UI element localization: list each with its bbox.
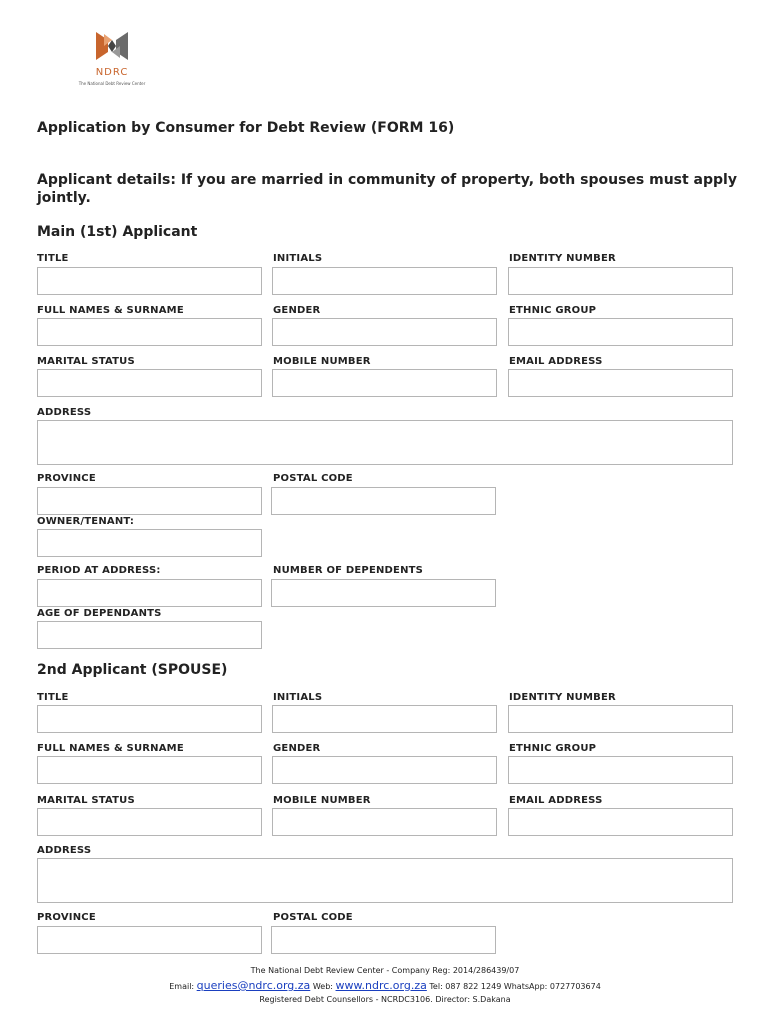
spouse-title-label: TITLE (37, 692, 69, 703)
spouse-identity-label: IDENTITY NUMBER (509, 692, 616, 703)
main-initials-field[interactable] (272, 267, 497, 295)
main-title-field[interactable] (37, 267, 262, 295)
main-gender-label: GENDER (273, 305, 321, 316)
spouse-email-field[interactable] (508, 808, 733, 836)
spouse-gender-field[interactable] (272, 756, 497, 784)
main-age-dependants-field[interactable] (37, 621, 262, 649)
main-ethnic-label: ETHNIC GROUP (509, 305, 597, 316)
main-mobile-label: MOBILE NUMBER (273, 356, 371, 367)
spouse-title-field[interactable] (37, 705, 262, 733)
spouse-marital-field[interactable] (37, 808, 262, 836)
main-province-field[interactable] (37, 487, 262, 515)
main-age-dependants-label: AGE OF DEPENDANTS (37, 608, 162, 619)
spouse-address-label: ADDRESS (37, 845, 92, 856)
main-postal-field[interactable] (271, 487, 496, 515)
footer-contact-line (0, 979, 770, 992)
ndrc-logo-icon (92, 28, 132, 64)
main-address-field[interactable] (37, 420, 733, 465)
main-gender-field[interactable] (272, 318, 497, 346)
main-province-label: PROVINCE (37, 473, 96, 484)
spouse-marital-label: MARITAL STATUS (37, 795, 135, 806)
footer-web-label: Web: (312, 982, 333, 991)
logo-text: NDRC (95, 67, 129, 78)
main-mobile-field[interactable] (272, 369, 497, 397)
spouse-province-field[interactable] (37, 926, 262, 954)
main-identity-label: IDENTITY NUMBER (509, 253, 616, 264)
spouse-initials-field[interactable] (272, 705, 497, 733)
footer-email-label: Email: (169, 982, 195, 991)
main-period-label: PERIOD AT ADDRESS: (37, 565, 161, 576)
main-owner-label: OWNER/TENANT: (37, 516, 135, 527)
main-email-label: EMAIL ADDRESS (509, 356, 603, 367)
spouse-province-label: PROVINCE (37, 912, 96, 923)
spouse-postal-field[interactable] (271, 926, 496, 954)
spouse-postal-label: POSTAL CODE (273, 912, 353, 923)
main-period-field[interactable] (37, 579, 262, 607)
footer-phone: Tel: 087 822 1249 WhatsApp: 0727703674 (429, 982, 601, 991)
applicant-details-note: Applicant details: If you are married in community of property, both spouses must apply jointly. (37, 172, 737, 206)
main-email-field[interactable] (508, 369, 733, 397)
main-dependents-label: NUMBER OF DEPENDENTS (273, 565, 424, 576)
spouse-email-label: EMAIL ADDRESS (509, 795, 603, 806)
main-initials-label: INITIALS (273, 253, 323, 264)
spouse-address-field[interactable] (37, 858, 733, 903)
footer-registration-line: Registered Debt Counsellors - NCRDC3106. Director: S.Dakana (259, 995, 511, 1004)
main-applicant-heading: Main (1st) Applicant (37, 224, 198, 240)
main-title-label: TITLE (37, 253, 69, 264)
main-marital-field[interactable] (37, 369, 262, 397)
footer-web-link[interactable]: www.ndrc.org.za (335, 979, 427, 992)
main-address-label: ADDRESS (37, 407, 92, 418)
form-title: Application by Consumer for Debt Review (FORM 16) (37, 120, 455, 136)
ndrc-logo (72, 28, 152, 90)
spouse-ethnic-field[interactable] (508, 756, 733, 784)
logo-tagline: The National Debt Review Center (78, 81, 146, 86)
main-fullnames-field[interactable] (37, 318, 262, 346)
spouse-identity-field[interactable] (508, 705, 733, 733)
main-identity-field[interactable] (508, 267, 733, 295)
main-postal-label: POSTAL CODE (273, 473, 353, 484)
spouse-ethnic-label: ETHNIC GROUP (509, 743, 597, 754)
footer-email-link[interactable]: queries@ndrc.org.za (196, 979, 311, 992)
footer-company-line: The National Debt Review Center - Company Reg: 2014/286439/07 (250, 966, 520, 975)
spouse-applicant-heading: 2nd Applicant (SPOUSE) (37, 662, 228, 678)
main-fullnames-label: FULL NAMES & SURNAME (37, 305, 184, 316)
spouse-gender-label: GENDER (273, 743, 321, 754)
spouse-fullnames-label: FULL NAMES & SURNAME (37, 743, 184, 754)
spouse-mobile-field[interactable] (272, 808, 497, 836)
main-ethnic-field[interactable] (508, 318, 733, 346)
main-owner-field[interactable] (37, 529, 262, 557)
spouse-initials-label: INITIALS (273, 692, 323, 703)
main-marital-label: MARITAL STATUS (37, 356, 135, 367)
spouse-mobile-label: MOBILE NUMBER (273, 795, 371, 806)
main-dependents-field[interactable] (271, 579, 496, 607)
spouse-fullnames-field[interactable] (37, 756, 262, 784)
